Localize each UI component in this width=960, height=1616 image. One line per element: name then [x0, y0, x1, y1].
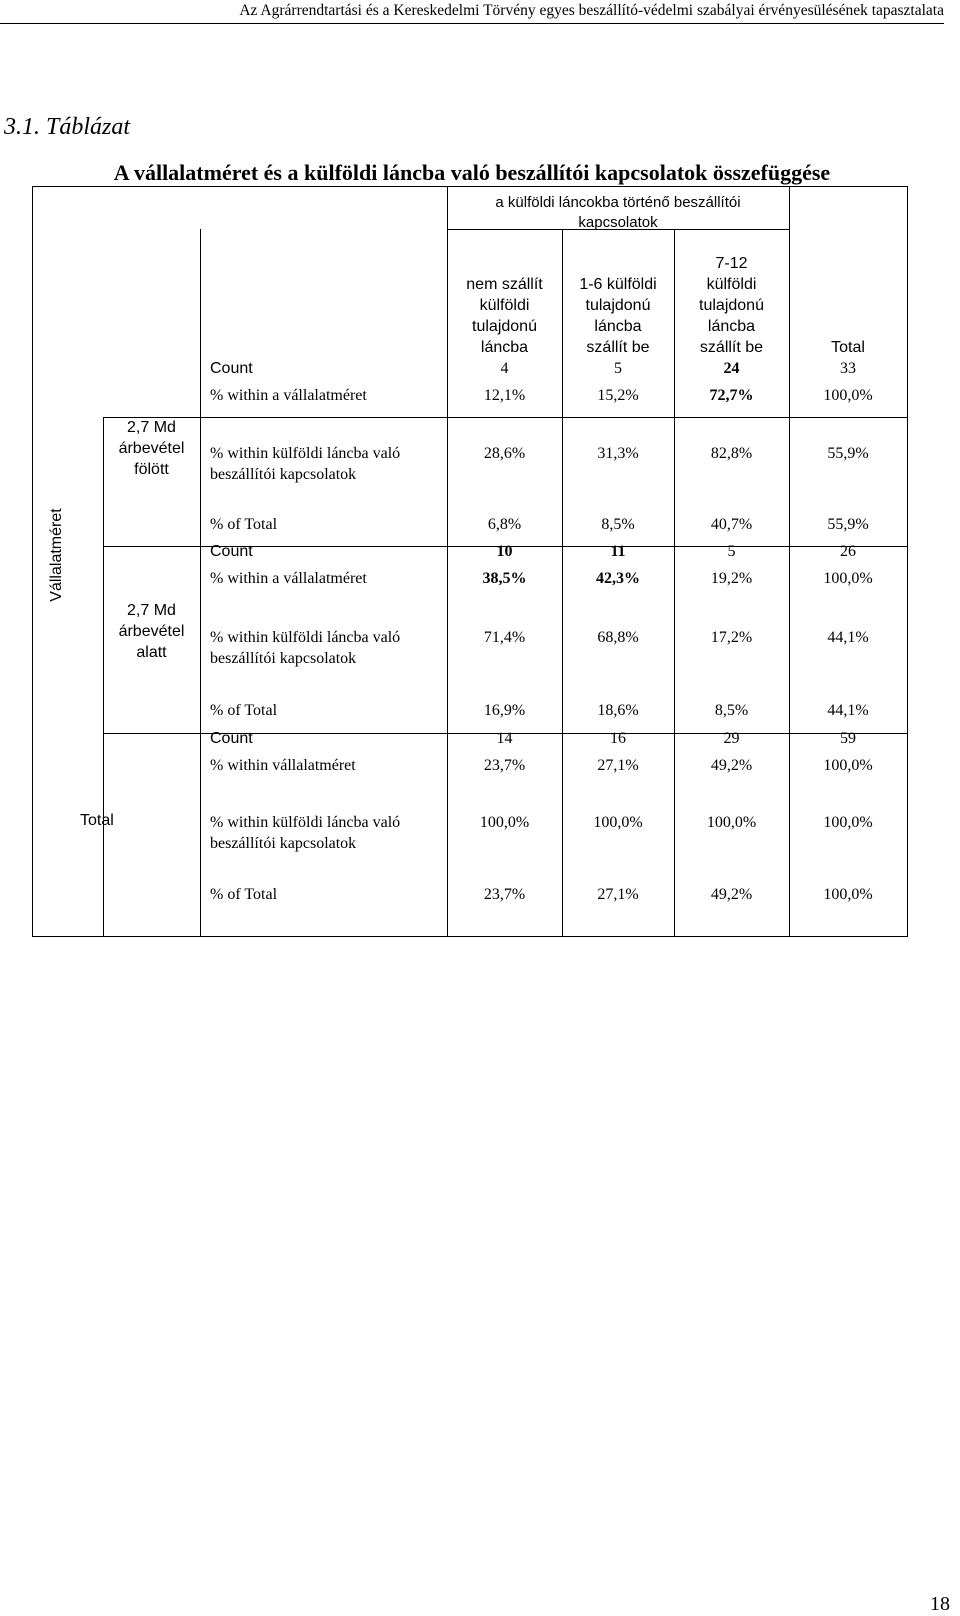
- row-label: [210, 755, 356, 776]
- text-line: beszállítói kapcsolatok: [210, 650, 357, 667]
- row-dimension-label: Vállalatméret: [48, 508, 65, 602]
- row-label: [210, 514, 277, 535]
- running-header: Az Agrárrendtartási és a Kereskedelmi Törvény egyes beszállító-védelmi szabályai érvényesülésének tapasztalata: [0, 0, 944, 24]
- table-cell: 14: [496, 730, 513, 747]
- table-cell: 44,1%: [827, 629, 869, 646]
- table-cell: 31,3%: [597, 445, 639, 462]
- text-line: tulajdonú: [699, 297, 764, 314]
- table-cell: 100,0%: [593, 814, 643, 831]
- text-line: % within vállalatméret: [210, 757, 356, 774]
- text-line: szállít be: [699, 339, 764, 356]
- table-left-rule: [32, 186, 33, 936]
- text-line: 2,7 Md: [127, 602, 176, 619]
- total-group-label: [80, 810, 114, 831]
- table-cell: 40,7%: [710, 516, 753, 533]
- text-line: Total: [831, 339, 865, 356]
- table-cell: 8,5%: [714, 702, 749, 719]
- text-line: láncba: [707, 318, 756, 335]
- table-cell: 16,9%: [483, 702, 526, 719]
- row-group-label: [103, 600, 200, 663]
- table-cell: 100,0%: [706, 814, 757, 831]
- column-header: [789, 337, 907, 358]
- table-cell: 23,7%: [483, 886, 526, 903]
- table-cell: 18,6%: [597, 702, 639, 719]
- row-group-label: [103, 417, 200, 480]
- table-cell: 15,2%: [597, 387, 639, 404]
- row-label: [210, 385, 367, 406]
- text-line: % of Total: [210, 886, 278, 903]
- text-line: % of Total: [210, 516, 278, 533]
- text-line: % of Total: [210, 702, 278, 719]
- table-cell: 10: [496, 543, 513, 560]
- text-line: Count: [210, 730, 253, 747]
- table-cell: 8,5%: [601, 516, 635, 533]
- row-label: [210, 884, 277, 905]
- text-line: % within a vállalatméret: [210, 570, 367, 587]
- table-cell: 11: [610, 543, 626, 560]
- table-cell: 49,2%: [710, 886, 753, 903]
- table-cell: 6,8%: [487, 516, 522, 533]
- table-cell: 55,9%: [827, 516, 869, 533]
- table-cell: 100,0%: [823, 757, 873, 774]
- row-label: [210, 443, 400, 485]
- table-cell: 100,0%: [823, 570, 873, 587]
- table-cell: 100,0%: [823, 814, 873, 831]
- text-line: beszállítói kapcsolatok: [210, 466, 357, 483]
- text-line: láncba: [594, 318, 642, 335]
- table-cell: 12,1%: [483, 387, 526, 404]
- text-line: láncba: [480, 339, 529, 356]
- table-cell: 19,2%: [710, 570, 753, 587]
- text-line: % within a vállalatméret: [210, 387, 367, 404]
- text-line: árbevétel: [118, 623, 185, 640]
- text-line: Count: [210, 360, 253, 377]
- table-cell: 27,1%: [597, 757, 639, 774]
- text-line: 1-6 külföldi: [579, 276, 657, 293]
- column-header: [447, 274, 562, 358]
- text-line: tulajdonú: [472, 318, 537, 335]
- group-header-line: a külföldi láncokba történő beszállítói: [495, 194, 741, 211]
- table-cell: 27,1%: [597, 886, 639, 903]
- column-header: [562, 274, 674, 358]
- table-cell: 28,6%: [483, 445, 526, 462]
- row-label: [210, 627, 400, 669]
- text-line: 2,7 Md: [127, 419, 176, 436]
- table-cell: 4: [500, 360, 509, 377]
- table-cell: 24: [723, 360, 740, 377]
- table-cell: 100,0%: [823, 387, 873, 404]
- row-label: [210, 700, 277, 721]
- text-line: % within külföldi láncba való: [210, 629, 401, 646]
- table-cell: 59: [840, 730, 856, 747]
- text-line: külföldi: [479, 297, 530, 314]
- table-cell: 82,8%: [710, 445, 753, 462]
- text-line: Total: [80, 812, 114, 829]
- text-line: 7-12: [715, 255, 748, 272]
- group-separator-rule: [103, 417, 908, 418]
- table-cell: 100,0%: [823, 886, 873, 903]
- row-label: [210, 728, 253, 749]
- table-cell: 55,9%: [827, 445, 869, 462]
- text-line: Count: [210, 543, 253, 560]
- table-cell: 38,5%: [482, 570, 527, 587]
- text-line: % within külföldi láncba való: [210, 445, 401, 462]
- table-cell: 5: [614, 360, 622, 377]
- group-header: [447, 193, 789, 233]
- stub-rule: [103, 417, 104, 936]
- table-cell: 44,1%: [827, 702, 869, 719]
- table-cell: 17,2%: [710, 629, 753, 646]
- table-cell: 26: [840, 543, 856, 560]
- table-cell: 49,2%: [710, 757, 753, 774]
- table-cell: 100,0%: [479, 814, 530, 831]
- page-number: 18: [930, 1593, 950, 1615]
- table-cell: 23,7%: [483, 757, 526, 774]
- row-label: [210, 568, 367, 589]
- table-cell: 5: [727, 543, 736, 560]
- table-cell: 71,4%: [483, 629, 526, 646]
- text-line: fölött: [134, 461, 169, 478]
- table-top-rule: [32, 186, 908, 187]
- text-line: % within külföldi láncba való: [210, 814, 401, 831]
- table-cell: 68,8%: [597, 629, 639, 646]
- row-label: [210, 541, 253, 562]
- table-right-rule: [907, 186, 908, 936]
- table-cell: 72,7%: [709, 387, 754, 404]
- column-header: [674, 253, 789, 358]
- table-number: 3.1. Táblázat: [4, 114, 131, 140]
- group-header-line: kapcsolatok: [578, 214, 658, 231]
- text-line: tulajdonú: [585, 297, 651, 314]
- text-line: külföldi: [706, 276, 757, 293]
- table-title: A vállalatméret és a külföldi láncba való beszállítói kapcsolatok összefüggése: [113, 160, 831, 185]
- stub-rule: [200, 229, 201, 936]
- table-cell: 16: [610, 730, 626, 747]
- text-line: alatt: [136, 644, 167, 661]
- text-line: beszállítói kapcsolatok: [210, 835, 357, 852]
- text-line: nem szállít: [466, 276, 543, 293]
- row-label: [210, 812, 400, 854]
- table-cell: 42,3%: [596, 570, 640, 587]
- text-line: árbevétel: [118, 440, 185, 457]
- text-line: szállít be: [586, 339, 650, 356]
- table-bottom-rule: [32, 936, 908, 937]
- table-cell: 29: [723, 730, 740, 747]
- table-cell: 33: [840, 360, 856, 377]
- row-label: [210, 358, 253, 379]
